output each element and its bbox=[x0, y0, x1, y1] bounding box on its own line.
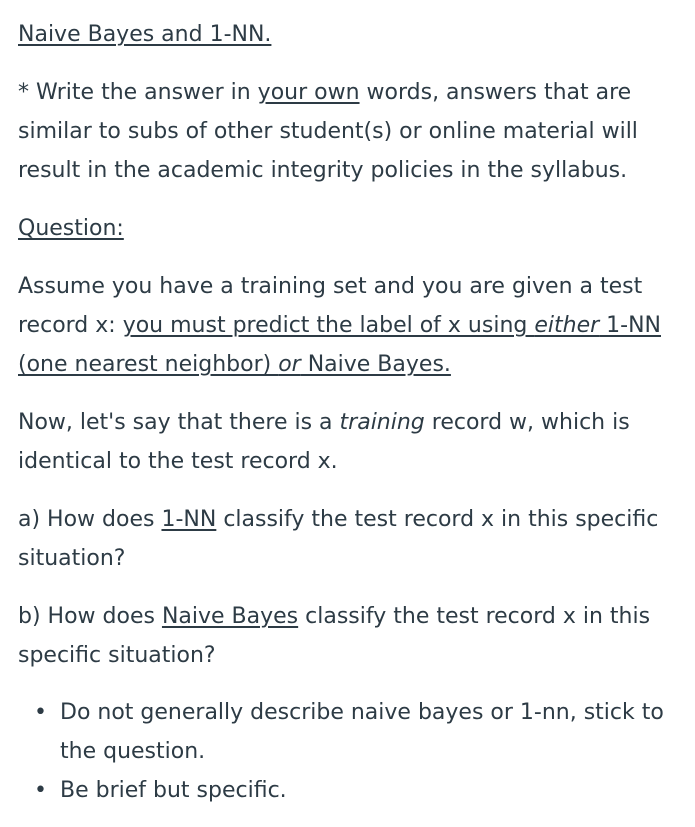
instruction-paragraph bbox=[18, 73, 688, 190]
question-or: or bbox=[278, 352, 301, 377]
part-b-question bbox=[18, 597, 688, 675]
question-underlined-3: Naive Bayes. bbox=[300, 352, 451, 377]
instruction-text-2: words, answers that are similar to subs of other student(s) or online material will result in the academic integrity policies in the syllabus. bbox=[18, 80, 638, 183]
part-b-method: Naive Bayes bbox=[161, 604, 299, 629]
guideline-item: • Be brief but specific. bbox=[60, 771, 688, 810]
scenario-text-2: record w, which is identical to the test record x. bbox=[18, 410, 630, 474]
guideline-list bbox=[18, 693, 688, 810]
scenario-text-1: Now, let's say that there is a bbox=[18, 410, 340, 435]
your-own-emphasis: your own bbox=[257, 80, 360, 105]
question-heading-text: Question: bbox=[18, 216, 124, 241]
question-underlined-2: 1-NN (one nearest neighbor) bbox=[18, 313, 661, 377]
scenario-paragraph bbox=[18, 403, 688, 481]
part-b-prefix: b) How does bbox=[18, 604, 162, 629]
part-a-suffix: classify the test record x in this specific situation? bbox=[18, 507, 659, 571]
question-heading bbox=[18, 209, 688, 248]
part-a-prefix: a) How does bbox=[18, 507, 162, 532]
part-a-method: 1-NN bbox=[161, 507, 217, 532]
question-paragraph bbox=[18, 267, 688, 384]
page-title bbox=[18, 15, 688, 54]
question-text-1: Assume you have a training set and you are given a test record x: bbox=[18, 274, 643, 338]
part-a-question bbox=[18, 500, 688, 578]
scenario-training-italic: training bbox=[339, 410, 425, 435]
instruction-text-1: * Write the answer in bbox=[18, 80, 258, 105]
title-text: Naive Bayes and 1-NN. bbox=[18, 22, 272, 47]
assignment-content bbox=[18, 15, 688, 810]
guideline-item: • Do not generally describe naive bayes or 1-nn, stick to the question. bbox=[60, 693, 688, 771]
question-either: either bbox=[534, 313, 600, 338]
question-underlined-1: you must predict the label of x using bbox=[122, 313, 535, 338]
part-b-suffix: classify the test record x in this specific situation? bbox=[18, 604, 651, 668]
